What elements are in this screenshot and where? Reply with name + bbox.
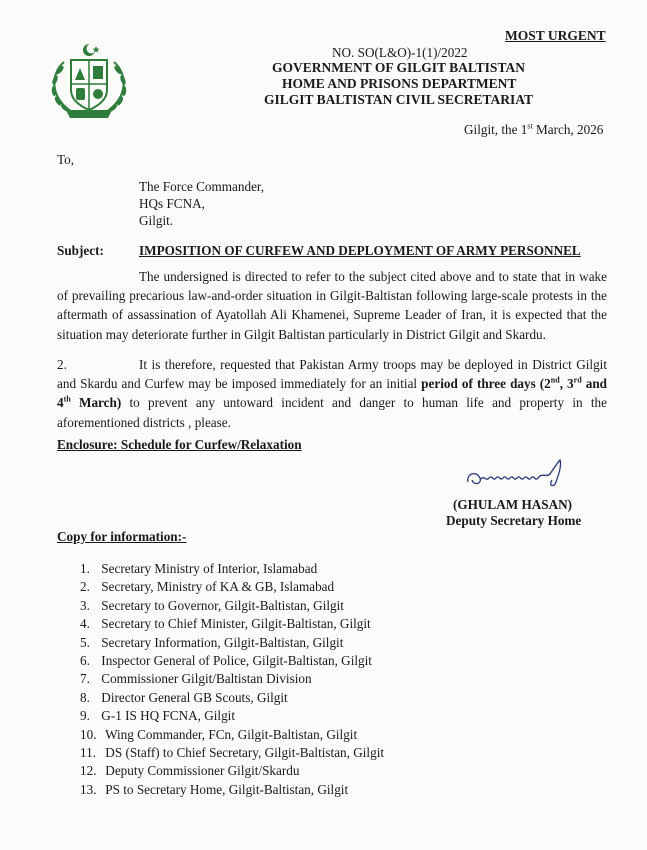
copy-list-text: Wing Commander, FCn, Gilgit-Baltistan, Gilgit — [105, 726, 358, 742]
copy-list-text: Inspector General of Police, Gilgit-Baltistan, Gilgit — [101, 653, 372, 669]
copy-list-number: 12. — [80, 763, 97, 779]
paragraph-2-number: 2. — [57, 357, 67, 372]
copy-list-text: Deputy Commissioner Gilgit/Skardu — [105, 763, 300, 779]
copy-list-item — [80, 578, 384, 596]
copy-list-item — [80, 744, 384, 762]
copy-distribution-list — [80, 560, 384, 799]
copy-list-item — [80, 560, 384, 578]
addressee-line-3: Gilgit. — [139, 213, 174, 228]
copy-list-item — [80, 652, 384, 670]
copy-list-item — [80, 597, 384, 615]
department-heading: HOME AND PRISONS DEPARTMENT — [282, 76, 517, 91]
date-suffix: March, 2026 — [532, 122, 604, 137]
copy-list-number: 10. — [80, 726, 97, 742]
copy-list-item — [80, 762, 384, 780]
body-paragraph-1 — [57, 267, 607, 344]
paragraph-1-text: The undersigned is directed to refer to the subject cited above and to state that in wake of prevailing precarious law-and-order situation in Gilgit-Baltistan following large-scale protests in the aftermath of assassination of Ayatollah Ali Khamenei, Supreme Leader of Iran, it is expected that the situation may deteriorate further in Gilgit Baltistan particularly in District Gilgit and Skardu. — [57, 269, 607, 342]
copy-list-item — [80, 726, 384, 744]
copy-list-text: Secretary to Governor, Gilgit-Baltistan, Gilgit — [101, 597, 344, 613]
body-paragraph-2 — [57, 355, 607, 432]
paragraph-2-start: It is therefore, requested that Pakistan Army troops may be deployed in District Gilgit and Skardu and Curfew may be imposed immediately for an initial — [57, 357, 607, 392]
copy-list-number: 13. — [80, 781, 97, 797]
copy-list-text: Secretary, Ministry of KA & GB, Islamabad — [101, 579, 335, 595]
copy-list-number: 9. — [80, 708, 90, 724]
priority-marking: MOST URGENT — [505, 28, 606, 43]
copy-list-text: PS to Secretary Home, Gilgit-Baltistan, Gilgit — [105, 781, 349, 797]
copy-list-text: Secretary Information, Gilgit-Baltistan, Gilgit — [101, 634, 344, 650]
date-prefix: Gilgit, the 1 — [464, 122, 528, 137]
government-heading: GOVERNMENT OF GILGIT BALTISTAN — [272, 60, 525, 75]
copy-list-number: 8. — [80, 689, 90, 705]
to-label: To, — [57, 152, 75, 167]
copy-list-text: Director General GB Scouts, Gilgit — [101, 689, 288, 705]
copy-list-text: DS (Staff) to Chief Secretary, Gilgit-Baltistan, Gilgit — [105, 745, 385, 761]
addressee-line-2: HQs FCNA, — [139, 196, 205, 211]
copy-list-text: Secretary Ministry of Interior, Islamabad — [101, 561, 318, 576]
enclosure-line: Enclosure: Schedule for Curfew/Relaxation — [57, 437, 302, 452]
copy-list-text: Commissioner Gilgit/Baltistan Division — [101, 671, 312, 687]
copy-list-item — [80, 634, 384, 652]
date-ordinal: st — [527, 121, 533, 131]
copy-list-number: 11. — [80, 745, 96, 761]
copy-list-item — [80, 707, 384, 725]
letter-date — [464, 122, 603, 138]
copy-list-item — [80, 689, 384, 707]
copy-list-number: 3. — [80, 597, 90, 613]
copy-list-number: 5. — [80, 634, 90, 650]
copy-list-number: 2. — [80, 579, 90, 595]
copy-list-number: 4. — [80, 616, 90, 632]
curfew-period: period of three days (2nd, 3rd and 4th March) — [57, 375, 607, 411]
subject-text: IMPOSITION OF CURFEW AND DEPLOYMENT OF ARMY PERSONNEL — [139, 243, 581, 258]
copy-list-number: 1. — [80, 561, 90, 576]
copy-list-item — [80, 670, 384, 688]
secretariat-heading: GILGIT BALTISTAN CIVIL SECRETARIAT — [264, 92, 533, 107]
gb-government-emblem — [38, 40, 140, 122]
signatory-name: (GHULAM HASAN) — [453, 497, 573, 512]
addressee-line-1: The Force Commander, — [139, 179, 265, 194]
copy-list-item — [80, 781, 384, 799]
paragraph-2-end: to prevent any untoward incident and danger to human life and property in the aforementioned districts , please. — [57, 395, 607, 430]
copy-list-text: Secretary to Chief Minister, Gilgit-Baltistan, Gilgit — [101, 616, 371, 632]
copy-heading: Copy for information:- — [57, 529, 187, 544]
copy-list-item — [80, 615, 384, 633]
copy-list-number: 7. — [80, 671, 90, 687]
copy-list-text: G-1 IS HQ FCNA, Gilgit — [101, 708, 236, 724]
handwritten-signature — [462, 456, 572, 496]
reference-number: NO. SO(L&O)-1(1)/2022 — [332, 45, 468, 60]
subject-label: Subject: — [57, 243, 104, 258]
copy-list-number: 6. — [80, 653, 90, 669]
signatory-designation: Deputy Secretary Home — [446, 513, 582, 528]
